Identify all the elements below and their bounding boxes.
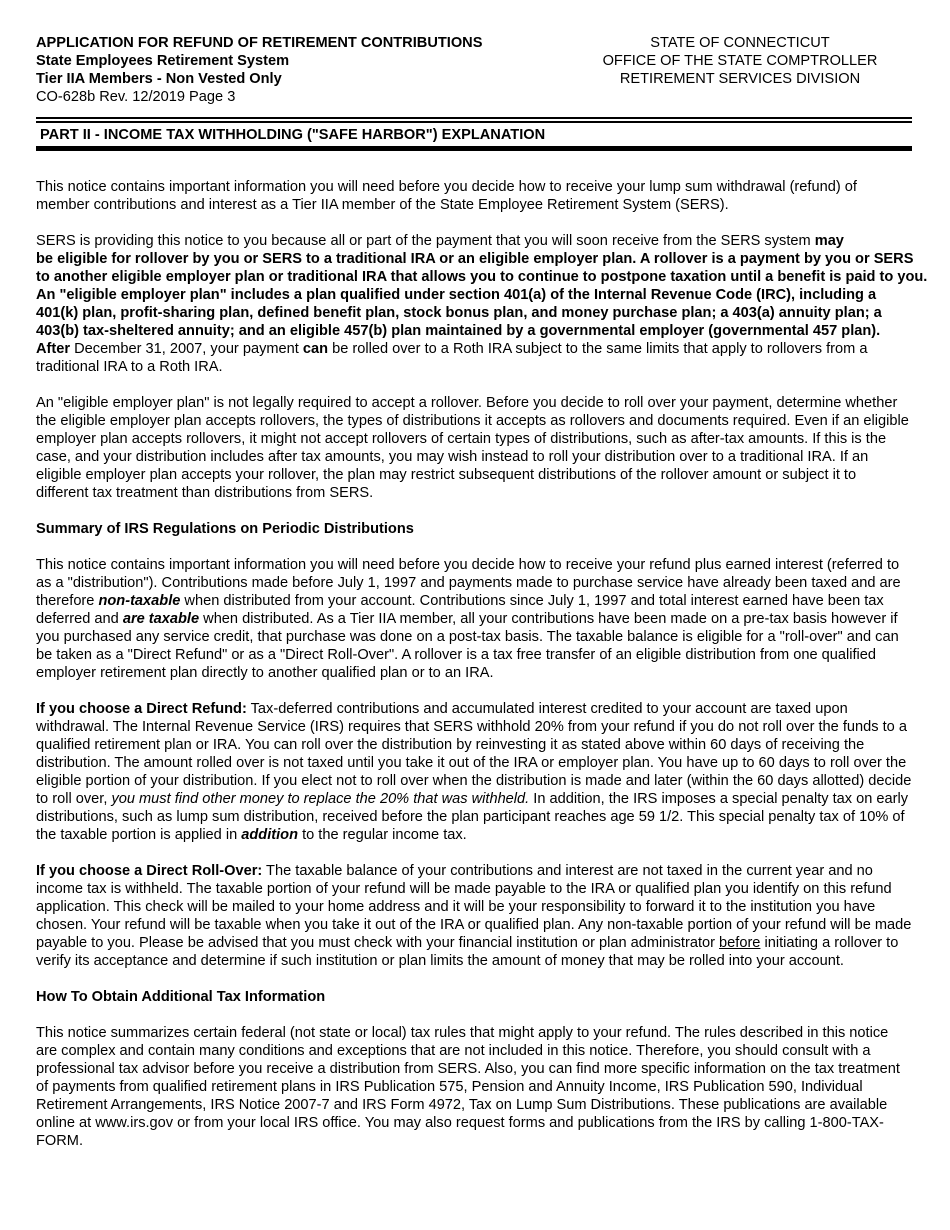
agency-office: OFFICE OF THE STATE COMPTROLLER [602,53,878,69]
direct-refund-text-2: In addition, the IRS imposes a special penalty tax on early distributions, such as lump sum distribution, received before the plan participant reaches age 59 1/2. This special penalty tax of 10% of the taxable portion is applied in [36,791,909,843]
sers-may: may [814,233,844,249]
direct-refund-addition: addition [241,827,299,843]
section-rule-top [36,117,912,119]
sers-can: can [302,341,329,357]
agency-state: STATE OF CONNECTICUT [650,35,830,51]
direct-rollover-lead: If you choose a Direct Roll-Over: [36,863,263,879]
summary-are-taxable: are taxable [122,611,200,627]
agency-block [560,34,920,88]
direct-refund-text-1: Tax-deferred contributions and accumulated interest credited to your account are taxed upon withdrawal. The Internal Revenue Service (IRS) requires that SERS withhold 20% from your refund if you do not roll over the funds to a qualified retirement plan or IRA. You can roll over the distribution by reinvesting it as stated above within 60 days of receiving the distribution. The amount rolled over is not taxed until you take it out of the IRA or employer plan. You have up to 60 days to roll over the eligible portion of your distribution. If you elect not to roll over when the distribution is made and later (within the 60 days allotted) decide to roll over, [36,701,912,807]
additional-info-paragraph: This notice summarizes certain federal (not state or local) tax rules that might apply to your refund. The rules described in this notice are complex and contain many conditions and exceptions that are not included in this notice. Therefore, you should consult with a professional tax advisor before you receive a distribution from SERS. Also, you can find more specific information on the tax treatment of payments from qualified retirement plans in IRS Publication 575, Pension and Annuity Income, IRS Publication 590, Individual Retirement Arrangements, IRS Notice 2007-7 and IRS Form 4972, Tax on Lump Sum Distributions. These publications are available online at www.irs.gov or from your local IRS office. You may also request forms and publications from the IRS by calling 1-800-TAX-FORM. [36,1025,900,1149]
sers-bold-line-2: be eligible for rollover by you or SERS to a traditional IRA or an eligible employer plan. A rollover is a payment by you or SERS [36,251,914,267]
summary-heading: Summary of IRS Regulations on Periodic Distributions [36,521,414,537]
form-revision: CO-628b Rev. 12/2019 Page 3 [36,89,236,105]
direct-refund-lead: If you choose a Direct Refund: [36,701,247,717]
sers-bold-line-4: An "eligible employer plan" includes a plan qualified under section 401(a) of the Internal Revenue Code (IRC), including a [36,287,877,303]
agency-division: RETIREMENT SERVICES DIVISION [619,71,861,87]
sers-bold-line-6: 403(b) tax-sheltered annuity; and an eligible 457(b) plan maintained by a governmental employer (governmental 457 plan). [36,323,881,339]
sers-after: After [36,341,71,357]
sers-text-1: SERS is providing this notice to you because all or part of the payment that you will soon receive from the SERS system [36,233,815,249]
intro-paragraph: This notice contains important information you will need before you decide how to receive your lump sum withdrawal (refund) of member contributions and interest as a Tier IIA member of the State Employee Retirement System (SERS). [36,179,857,213]
direct-rollover-before: before [719,935,761,951]
direct-rollover-paragraph [36,862,912,970]
sers-rollover-paragraph [36,232,928,376]
eligible-plan-paragraph: An "eligible employer plan" is not legally required to accept a rollover. Before you decide to roll over your payment, determine whether the eligible employer plan accepts rollovers, the types of distributions it accepts as rollovers and documents required. Even if an eligible employer plan accepts rollovers, it might not accept rollovers of certain types of distributions, such as after-tax amounts. If this is the case, and your distribution includes after tax amounts, you may wish instead to roll your distribution over to a traditional IRA. If an eligible employer plan accepts your rollover, the plan may restrict subsequent distributions of the rollover amount or subject it to different tax treatment than distributions from SERS. [36,395,909,501]
direct-refund-paragraph [36,700,912,844]
summary-text-3: when distributed. As a Tier IIA member, all your contributions have been made on a pre-tax basis however if you purchased any service credit, that purchase was done on a post-tax basis. The taxable balance is eligible for a "roll-over" and can be taken as a "Direct Refund" or as a "Direct Roll-Over". A rollover is a tax free transfer of an eligible distribution from one qualified employer retirement plan directly to another qualified plan or to an IRA. [36,611,899,681]
sers-bold-line-5: 401(k) plan, profit-sharing plan, defined benefit plan, stock bonus plan, and money purchase plan; a 403(a) annuity plan; a [36,305,882,321]
summary-paragraph [36,556,912,682]
sers-bold-line-3: to another eligible employer plan or traditional IRA that allows you to continue to postpone taxation until a benefit is paid to you. [36,269,928,285]
direct-rollover-text-1: The taxable balance of your contributions and interest are not taxed in the current year and no income tax is withheld. The taxable portion of your refund will be made payable to the IRA or qualified plan you identify on this refund application. This check will be mailed to your home address and it will be your responsibility to forward it to the institution you have chosen. Your refund will be taxable when you take it out of the IRA or qualified plan. Any non-taxable portion of your refund will be made payable to you. Please be advised that you must check with your financial institution or plan administrator [36,863,912,951]
section-title: PART II - INCOME TAX WITHHOLDING ("SAFE HARBOR") EXPLANATION [40,127,546,143]
direct-rollover-text-2: initiating a rollover to verify its acceptance and determine if such institution or plan limits the amount of money that may be rolled into your account. [36,935,899,969]
summary-text-2: when distributed from your account. Contributions since July 1, 1997 and total interest earned have been tax deferred and [36,593,884,627]
additional-info-heading: How To Obtain Additional Tax Information [36,989,326,1005]
sers-text-3: be rolled over to a Roth IRA subject to the same limits that apply to rollovers from a traditional IRA to a Roth IRA. [36,341,868,375]
summary-text-1: This notice contains important information you will need before you decide how to receive your refund plus earned interest (referred to as a "distribution"). Contributions made before July 1, 1997 and payments made to purchase service have already been taxed and are therefore [36,557,901,609]
summary-non-taxable: non-taxable [98,593,181,609]
section-rule-bottom [36,146,912,151]
sers-text-2: December 31, 2007, your payment [70,341,303,357]
direct-refund-italic: you must find other money to replace the 20% that was withheld. [111,791,530,807]
system-name: State Employees Retirement System [36,53,290,69]
document-body [36,178,928,1168]
form-title: APPLICATION FOR REFUND OF RETIREMENT CONTRIBUTIONS [36,35,483,51]
form-title-block [36,34,482,106]
direct-refund-text-3: to the regular income tax. [298,827,467,843]
member-tier: Tier IIA Members - Non Vested Only [36,71,282,87]
section-rule-top-2 [36,121,912,123]
